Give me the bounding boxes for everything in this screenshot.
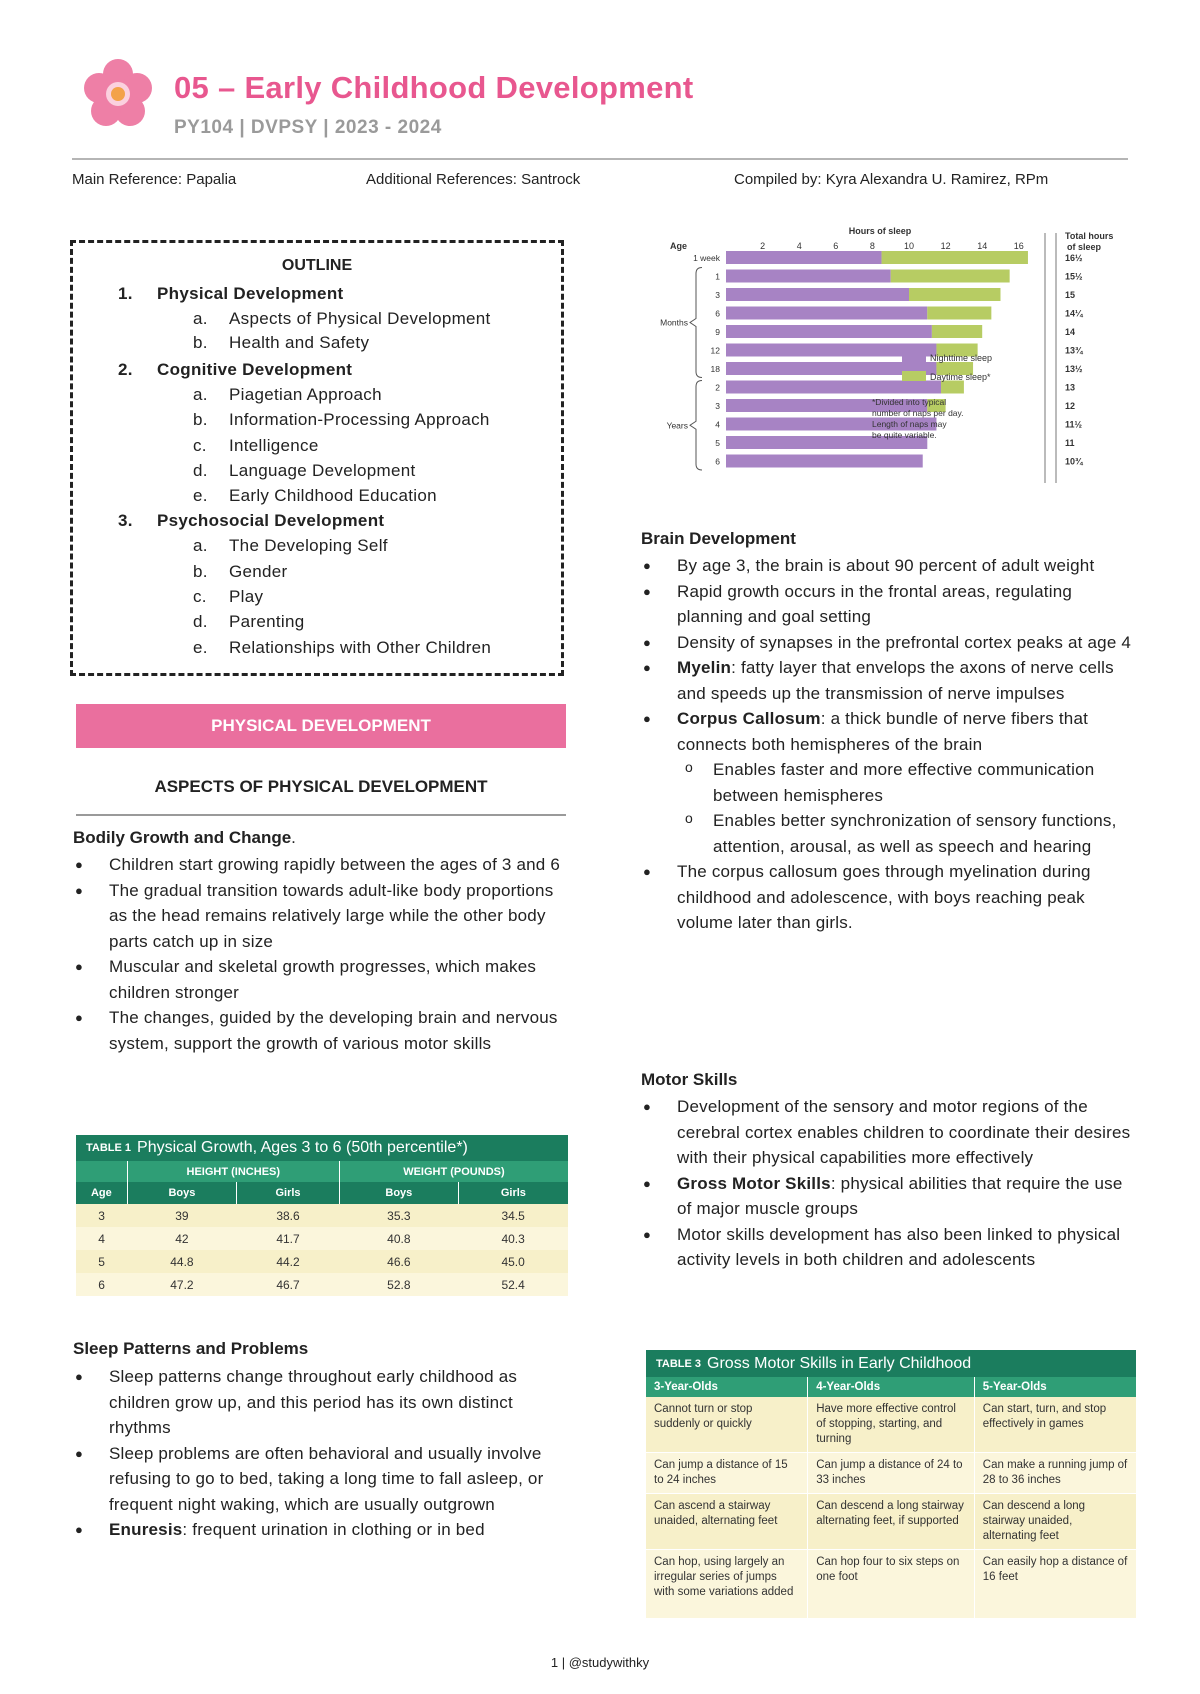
section-banner: PHYSICAL DEVELOPMENT xyxy=(76,704,566,748)
chart-category-label: 1 week xyxy=(693,253,720,263)
chart-bar-daytime xyxy=(909,288,1001,301)
page-footer: 1 | @studywithky xyxy=(550,1655,650,1670)
outline-sub-item: Aspects of Physical Development xyxy=(229,309,491,328)
outline-sub-item: Play xyxy=(229,587,264,606)
table-cell: Can easily hop a distance of 16 feet xyxy=(982,1556,1128,1583)
table-cell: 47.2 xyxy=(170,1277,194,1292)
table-cell: 34.5 xyxy=(501,1208,525,1223)
table-cell: 5 xyxy=(98,1254,105,1269)
table-cell: 46.7 xyxy=(276,1277,300,1292)
outline-sub-letter: d. xyxy=(193,612,208,631)
legend-swatch-nighttime xyxy=(902,352,926,362)
outline-sub-item: Intelligence xyxy=(229,436,319,455)
table-cell: 44.2 xyxy=(276,1254,300,1269)
chart-total-label: 15½ xyxy=(1065,271,1083,282)
chart-footnote: number of naps per day. xyxy=(872,408,964,418)
motor-heading: Motor Skills xyxy=(641,1070,738,1089)
chart-total-label: 13 xyxy=(1065,382,1076,393)
chart-category-label: 5 xyxy=(715,438,720,448)
table1-col-header: Girls xyxy=(237,1182,340,1204)
list-item xyxy=(641,655,1136,706)
chart-group-label: Years xyxy=(666,420,688,431)
chart-bar-daytime xyxy=(882,251,1028,264)
outline-sub-letter: d. xyxy=(193,461,208,480)
table-cell: 52.4 xyxy=(501,1277,525,1292)
table1-label: TABLE 1 xyxy=(86,1142,132,1154)
definition: : fatty layer that envelops the axons of nerve cells and speeds up the transmission of nerve impulses xyxy=(677,658,1114,703)
outline-sub-letter: a. xyxy=(193,385,208,404)
outline-sub-letter: e. xyxy=(193,486,208,505)
list-item xyxy=(641,706,1136,757)
table-cell: Can descend a long stairway unaided, alternating feet xyxy=(982,1500,1086,1542)
table-cell: 42 xyxy=(175,1231,189,1246)
bodily-bullet-list xyxy=(73,852,573,1056)
chart-bar-daytime xyxy=(932,325,982,338)
table1-group-header: WEIGHT (POUNDS) xyxy=(403,1165,505,1178)
chart-tick-label: 10 xyxy=(903,241,915,251)
chart-tick-label: 6 xyxy=(833,241,839,251)
table-cell: 4 xyxy=(98,1231,105,1246)
outline-sub-letter: e. xyxy=(193,638,208,657)
chart-total-label: 14¼ xyxy=(1065,308,1083,319)
table-row xyxy=(646,1453,1136,1494)
chart-bar-nighttime xyxy=(726,381,941,394)
table-cell: Have more effective control of stopping, starting, and turning xyxy=(808,1397,975,1453)
chart-category-label: 9 xyxy=(715,327,720,337)
outline-sub-item: Language Development xyxy=(229,461,416,480)
table1-group-header: HEIGHT (INCHES) xyxy=(127,1161,339,1182)
chart-bar-daytime xyxy=(891,270,1010,283)
compiled-by: Compiled by: Kyra Alexandra U. Ramirez, RPm xyxy=(734,171,1049,188)
flower-logo-icon xyxy=(82,58,154,130)
chart-bar-daytime xyxy=(941,381,964,394)
table3-col-header: 4-Year-Olds xyxy=(808,1377,975,1397)
chart-footnote: Length of naps may xyxy=(872,419,947,429)
table-cell: 44.8 xyxy=(170,1254,194,1269)
list-item: ● The gradual transition towards adult-like body proportions as the head remains relatively large while the other body parts catch up in size xyxy=(73,878,573,955)
table-row xyxy=(76,1273,568,1296)
table-cell: 45.0 xyxy=(501,1254,525,1269)
subsection-heading: ASPECTS OF PHYSICAL DEVELOPMENT xyxy=(154,777,488,796)
chart-tick-label: 4 xyxy=(796,241,802,251)
table-cell: Can make a running jump of 28 to 36 inches xyxy=(982,1459,1128,1486)
term-enuresis: Enuresis xyxy=(109,1520,183,1539)
chart-tick-label: 16 xyxy=(1013,241,1024,251)
chart-tick-label: 12 xyxy=(940,241,951,251)
table1-col-header: Boys xyxy=(339,1182,458,1204)
header-divider xyxy=(72,158,1128,160)
chart-bar-nighttime xyxy=(726,307,927,320)
chart-total-label: 16½ xyxy=(1065,253,1083,263)
list-item xyxy=(73,1517,573,1543)
outline-sub-letter: b. xyxy=(193,333,208,352)
table1-caption xyxy=(76,1135,568,1161)
table-row xyxy=(646,1494,1136,1550)
term-corpus-callosum: Corpus Callosum xyxy=(677,709,821,728)
table-cell: 38.6 xyxy=(276,1208,300,1223)
list-item: ● Development of the sensory and motor regions of the cerebral cortex enables children to coordinate their desires with their physical capabilities more effectively xyxy=(641,1094,1136,1171)
chart-footnote: be quite variable. xyxy=(872,430,937,440)
table-cell: 40.8 xyxy=(387,1231,411,1246)
chart-category-label: 3 xyxy=(715,401,720,411)
table-row xyxy=(646,1397,1136,1453)
table3-label: TABLE 3 xyxy=(656,1357,702,1370)
outline-num-1: 1. xyxy=(118,284,133,303)
outline-sub-item: Parenting xyxy=(229,612,305,631)
chart-bar-daytime xyxy=(927,307,991,320)
definition: : physical abilities that require the use of major muscle groups xyxy=(677,1173,1123,1218)
list-item: ● Sleep problems are often behavioral and usually involve refusing to go to bed, taking a long time to fall asleep, or frequent night waking, which are usually outgrown xyxy=(73,1441,573,1518)
table-row xyxy=(76,1250,568,1273)
table-cell: 3 xyxy=(98,1208,105,1223)
outline-box xyxy=(70,240,564,676)
table-cell: Can start, turn, and stop effectively in games xyxy=(982,1403,1107,1430)
table-cell: Can hop four to six steps on one foot xyxy=(808,1550,975,1618)
list-item: ● The corpus callosum goes through myelination during childhood and adolescence, with boys reaching peak volume later than girls. xyxy=(641,859,1136,936)
table-row xyxy=(76,1227,568,1250)
definition: : a thick bundle of nerve fibers that connects both hemispheres of the brain xyxy=(677,709,1089,754)
main-reference: Main Reference: Papalia xyxy=(72,171,237,188)
table1-col-header: Age xyxy=(76,1182,127,1204)
outline-sub-item: Health and Safety xyxy=(229,333,370,352)
table-cell: 52.8 xyxy=(387,1277,411,1292)
chart-bar-nighttime xyxy=(726,270,891,283)
chart-group-brace xyxy=(690,381,702,471)
sleep-bullet-list xyxy=(73,1364,573,1543)
table-cell: Cannot turn or stop suddenly or quickly xyxy=(646,1397,808,1453)
outline-sub-letter: c. xyxy=(193,587,207,606)
list-item: ● Children start growing rapidly between the ages of 3 and 6 xyxy=(73,852,573,878)
table-cell: 39 xyxy=(175,1208,189,1223)
legend-swatch-daytime xyxy=(902,371,926,381)
outline-sub-letter: a. xyxy=(193,536,208,555)
bodily-heading: Bodily Growth and Change. xyxy=(73,828,296,847)
sub-list-item: o Enables faster and more effective communication between hemispheres xyxy=(641,757,1136,808)
list-item: ● Motor skills development has also been linked to physical activity levels in both children and adolescents xyxy=(641,1222,1136,1273)
table-cell: 6 xyxy=(98,1277,105,1292)
definition: : frequent urination in clothing or in bed xyxy=(182,1520,485,1539)
outline-sub-item: Gender xyxy=(229,562,288,581)
table1 xyxy=(76,1161,568,1296)
chart-total-label: 10¾ xyxy=(1065,456,1083,467)
outline-item-1: Physical Development xyxy=(157,284,344,303)
outline-num-2: 2. xyxy=(118,360,133,379)
table-cell: 40.3 xyxy=(501,1231,525,1246)
outline-sub-letter: b. xyxy=(193,562,208,581)
brain-heading: Brain Development xyxy=(641,529,796,548)
chart-category-label: 6 xyxy=(715,456,720,467)
table-cell: 41.7 xyxy=(276,1231,300,1246)
motor-bullet-list xyxy=(641,1094,1136,1273)
outline-item-2: Cognitive Development xyxy=(157,360,353,379)
chart-total-label: 11 xyxy=(1065,438,1075,448)
chart-bar-nighttime xyxy=(726,455,923,468)
chart-category-label: 2 xyxy=(715,382,720,393)
table3-col-header: 3-Year-Olds xyxy=(646,1377,808,1397)
chart-xlabel: Hours of sleep xyxy=(848,226,912,236)
subsection-divider xyxy=(76,814,566,816)
outline-sub-item: The Developing Self xyxy=(229,536,388,555)
chart-total-label: 12 xyxy=(1065,401,1076,411)
table-row xyxy=(76,1204,568,1227)
additional-references: Additional References: Santrock xyxy=(366,171,581,188)
outline-title: OUTLINE xyxy=(281,257,353,274)
outline-sub-letter: c. xyxy=(193,436,207,455)
chart-category-label: 6 xyxy=(715,308,720,319)
chart-tick-label: 2 xyxy=(760,241,766,251)
outline-item-3: Psychosocial Development xyxy=(157,511,385,530)
list-item: ● Muscular and skeletal growth progresses, which makes children stronger xyxy=(73,954,573,1005)
table1-col-header: Girls xyxy=(500,1187,526,1199)
table3 xyxy=(646,1377,1136,1618)
table1-col-header: Boys xyxy=(127,1182,236,1204)
chart-category-label: 3 xyxy=(715,290,720,300)
sub-list-item: o Enables better synchronization of sensory functions, attention, arousal, as well as speech and hearing xyxy=(641,808,1136,859)
table-cell: Can jump a distance of 24 to 33 inches xyxy=(808,1453,975,1494)
table-cell: 46.6 xyxy=(387,1254,411,1269)
chart-category-label: 1 xyxy=(715,271,720,282)
outline-sub-item: Early Childhood Education xyxy=(229,486,437,505)
chart-category-label: 12 xyxy=(710,345,720,356)
chart-category-label: 18 xyxy=(710,364,720,374)
page-subtitle: PY104 | DVPSY | 2023 - 2024 xyxy=(174,117,442,138)
list-item xyxy=(641,1171,1136,1222)
table-cell: Can descend a long stairway alternating feet, if supported xyxy=(808,1494,975,1550)
list-item: ● Density of synapses in the prefrontal cortex peaks at age 4 xyxy=(641,630,1136,656)
chart-bar-nighttime xyxy=(726,325,932,338)
chart-total-label: 11½ xyxy=(1065,419,1083,430)
table1-title: Physical Growth, Ages 3 to 6 (50th percentile*) xyxy=(137,1139,468,1156)
chart-tick-label: 14 xyxy=(977,241,988,251)
table3-col-header: 5-Year-Olds xyxy=(982,1380,1047,1393)
chart-category-label: 4 xyxy=(715,419,720,430)
term-myelin: Myelin xyxy=(677,658,732,677)
table3-title: Gross Motor Skills in Early Childhood xyxy=(707,1354,972,1372)
list-item: ● By age 3, the brain is about 90 percent of adult weight xyxy=(641,553,1136,579)
chart-total-label: 14 xyxy=(1065,327,1076,337)
chart-bar-nighttime xyxy=(726,288,909,301)
page-title: 05 – Early Childhood Development xyxy=(174,70,694,105)
chart-footnote: *Divided into typical xyxy=(872,397,947,407)
sleep-chart xyxy=(640,225,1140,485)
chart-total-label: 13½ xyxy=(1065,364,1083,374)
list-item: ● Sleep patterns change throughout early childhood as children grow up, and this period has its own distinct rhythms xyxy=(73,1364,573,1441)
table-cell: Can ascend a stairway unaided, alternating feet xyxy=(646,1494,808,1550)
outline-sub-item: Piagetian Approach xyxy=(229,385,382,404)
chart-ylabel: Age xyxy=(670,241,688,251)
table-row xyxy=(646,1550,1136,1618)
brain-bullet-list xyxy=(641,553,1136,936)
list-item: ● Rapid growth occurs in the frontal areas, regulating planning and goal setting xyxy=(641,579,1136,630)
sleep-heading: Sleep Patterns and Problems xyxy=(73,1339,309,1358)
table-cell: 35.3 xyxy=(387,1208,411,1223)
chart-tick-label: 8 xyxy=(869,241,875,251)
chart-group-label: Months xyxy=(660,317,688,328)
outline-sub-item: Information-Processing Approach xyxy=(229,410,490,429)
legend-label: Daytime sleep* xyxy=(930,372,991,382)
legend-label: Nighttime sleep xyxy=(930,353,993,363)
outline-sub-item: Relationships with Other Children xyxy=(229,638,492,657)
term-gross-motor-skills: Gross Motor Skills xyxy=(677,1173,831,1193)
outline-sub-letter: b. xyxy=(193,410,208,429)
table-cell: Can hop, using largely an irregular series of jumps with some variations added xyxy=(646,1550,808,1618)
chart-bar-nighttime xyxy=(726,251,882,264)
outline-num-3: 3. xyxy=(118,511,133,530)
chart-total-label: 15 xyxy=(1065,290,1076,300)
chart-total-label: 13¾ xyxy=(1065,345,1083,356)
table-cell: Can jump a distance of 15 to 24 inches xyxy=(646,1453,808,1494)
chart-right-header: Total hours xyxy=(1065,231,1114,241)
outline-sub-letter: a. xyxy=(193,309,208,328)
table3-caption xyxy=(646,1350,1136,1377)
list-item: ● The changes, guided by the developing brain and nervous system, support the growth of various motor skills xyxy=(73,1005,573,1056)
chart-right-header: of sleep xyxy=(1067,242,1102,252)
chart-group-brace xyxy=(690,268,702,378)
